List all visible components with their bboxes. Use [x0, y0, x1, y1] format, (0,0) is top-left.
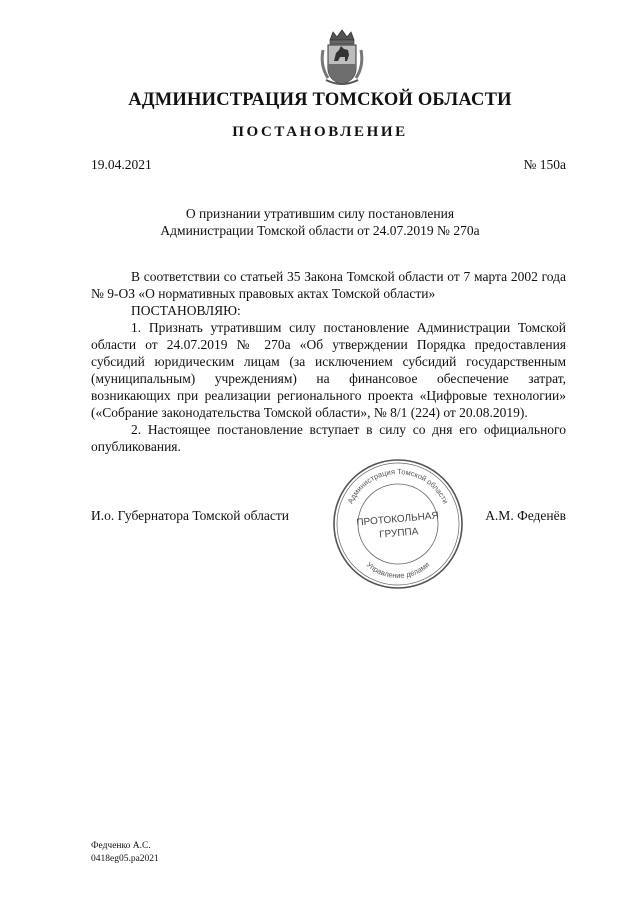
stamp-ring-bottom: Управление делами — [364, 560, 432, 581]
subject-line-1: О признании утратившим силу постановления — [185, 206, 455, 221]
preamble-paragraph: В соответствии со статьей 35 Закона Томской области от 7 марта 2002 года № 9-ОЗ «О нормативных правовых актах Томской области» — [91, 269, 566, 301]
resolve-heading: ПОСТАНОВЛЯЮ: — [131, 303, 241, 318]
signatory-position: И.о. Губернатора Томской области — [91, 508, 289, 523]
executor-name: Федченко А.С. — [91, 841, 151, 851]
clause-2: 2. Настоящее постановление вступает в силу со дня его официального опубликования. — [91, 422, 566, 454]
stamp-ring-top: Администрация Томской области — [345, 466, 451, 506]
document-body — [91, 268, 566, 455]
clause-1: 1. Признать утратившим силу постановление Администрации Томской области от 24.07.2019 № 270а «Об утверждении Порядка предоставления субсидий юридическим лицам (за исключением субсидий государственным (муниципальным) учреждениям) на финансовое обеспечение затрат, возникающих при реализации регионального проекта «Цифровые технологии» («Собрание законодательства Томской области», № 8/1 (224) от 20.08.2019). — [91, 320, 566, 420]
official-stamp — [330, 456, 466, 592]
document-subject — [0, 205, 640, 239]
document-date: 19.04.2021 — [91, 157, 152, 172]
stamp-center-line-1: ПРОТОКОЛЬНАЯ — [356, 510, 440, 529]
signatory-name: А.М. Феденёв — [485, 508, 566, 523]
organization-title: АДМИНИСТРАЦИЯ ТОМСКОЙ ОБЛАСТИ — [128, 90, 512, 110]
document-type: ПОСТАНОВЛЕНИЕ — [232, 124, 408, 140]
document-code: 0418eg05.ра2021 — [91, 854, 159, 864]
document-footer — [91, 840, 159, 866]
stamp-center-line-2: ГРУППА — [378, 526, 419, 541]
coat-of-arms-icon — [318, 28, 366, 88]
subject-line-2: Администрации Томской области от 24.07.2019 № 270а — [160, 223, 480, 238]
document-number: № 150а — [523, 157, 566, 172]
